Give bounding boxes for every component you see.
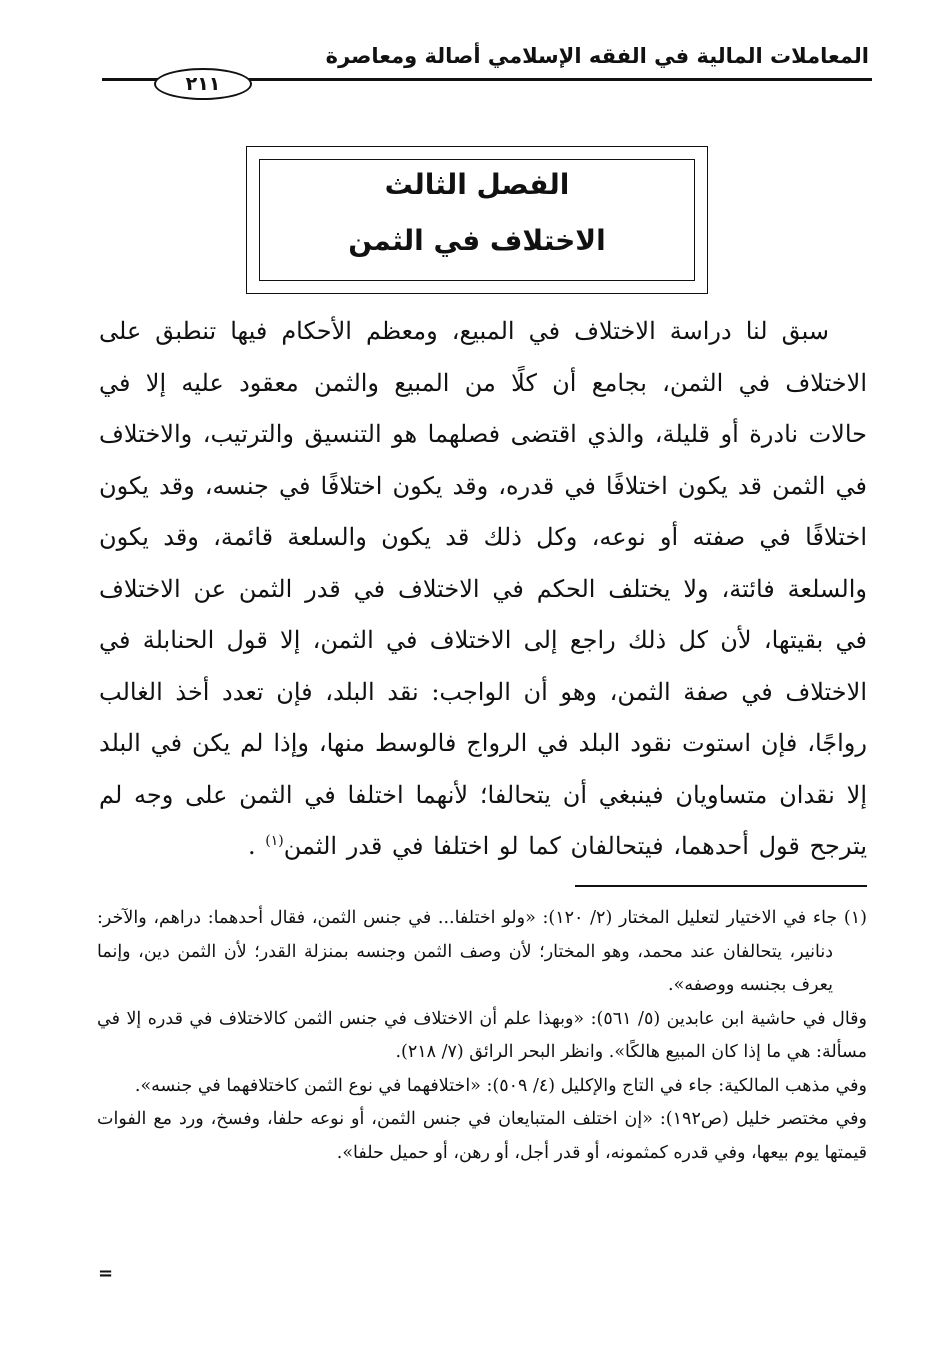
- footnote-continuation-3: وفي مختصر خليل (ص١٩٢): «إن اختلف المتبايعان في جنس الثمن، أو نوعه حلفا، وفسخ، ورد مع الفوات قيمتها يوم بيعها، وفي قدره كمثمونه، أو قدر أجل، أو رهن، أو حميل حلفا».: [97, 1109, 868, 1163]
- paragraph-end-punctuation: .: [247, 832, 256, 860]
- footnote-continuation-2: وفي مذهب المالكية: جاء في التاج والإكليل (٤/ ٥٠٩): «اختلافهما في نوع الثمن كاختلافهما في جنسه».: [134, 1075, 867, 1096]
- footnote-1: (١) جاء في الاختيار لتعليل المختار (٢/ ١٢٠): «ولو اختلفا... في جنس الثمن، فقال أحدهما: دراهم، والآخر: دنانير، يتحالفان عند محمد، وهو المختار؛ لأن وصف الثمن وجنسه بمنزلة القدر؛ لأن الثمن دين، وإنما يعرف بجنسه ووصفه».: [97, 908, 867, 995]
- running-title: المعاملات المالية في الفقه الإسلامي أصالة ومعاصرة: [325, 44, 869, 68]
- footnote-separator: [575, 885, 867, 887]
- paragraph-text: سبق لنا دراسة الاختلاف في المبيع، ومعظم الأحكام فيها تنطبق على الاختلاف في الثمن، بجامع أن كلًا من المبيع والثمن معقود عليه إلا في حالات نادرة أو قليلة، والذي اقتضى فصلهما هو التنسيق والترتيب، والاختلاف في الثمن قد يكون اختلافًا في قدره، وقد يكون اختلافًا في جنسه، وقد يكون اختلافًا في صفته أو نوعه، وكل ذلك قد يكون والسلعة قائمة، وقد يكون والسلعة فائتة، ولا يختلف الحكم في الاختلاف في قدر الثمن عن الاختلاف في بقيتها، لأن كل ذلك راجع إلى الاختلاف في الثمن، إلا قول الحنابلة في الاختلاف في صفة الثمن، وهو أن الواجب: نقد البلد، فإن تعدد أخذ الغالب رواجًا، فإن استوت نقود البلد في الرواج فالوسط منها، وإذا لم يكن في البلد إلا نقدان متساويان فينبغي أن يتحالفا؛ لأنهما اختلفا في الثمن على وجه لم يترجح قول أحدهما، فيتحالفان كما لو اختلفا في قدر الثمن: [99, 317, 868, 860]
- page-number: ٢١١: [154, 68, 252, 100]
- footnote-reference[interactable]: (١): [265, 833, 284, 849]
- footnotes: [97, 902, 867, 1170]
- chapter-title-box: [246, 146, 708, 294]
- continuation-mark: =: [98, 1263, 114, 1284]
- chapter-title: الاختلاف في الثمن: [348, 224, 606, 257]
- body-paragraph: [99, 306, 867, 873]
- footnote-continuation-1: وقال في حاشية ابن عابدين (٥/ ٥٦١): «وبهذا علم أن الاختلاف في جنس الثمن كالاختلاف في قدره إلا في مسألة: هي ما إذا كان المبيع هالكًا». وانظر البحر الرائق (٧/ ٢١٨).: [97, 1008, 867, 1062]
- chapter-number: الفصل الثالث: [384, 168, 570, 201]
- main-text: [99, 306, 867, 873]
